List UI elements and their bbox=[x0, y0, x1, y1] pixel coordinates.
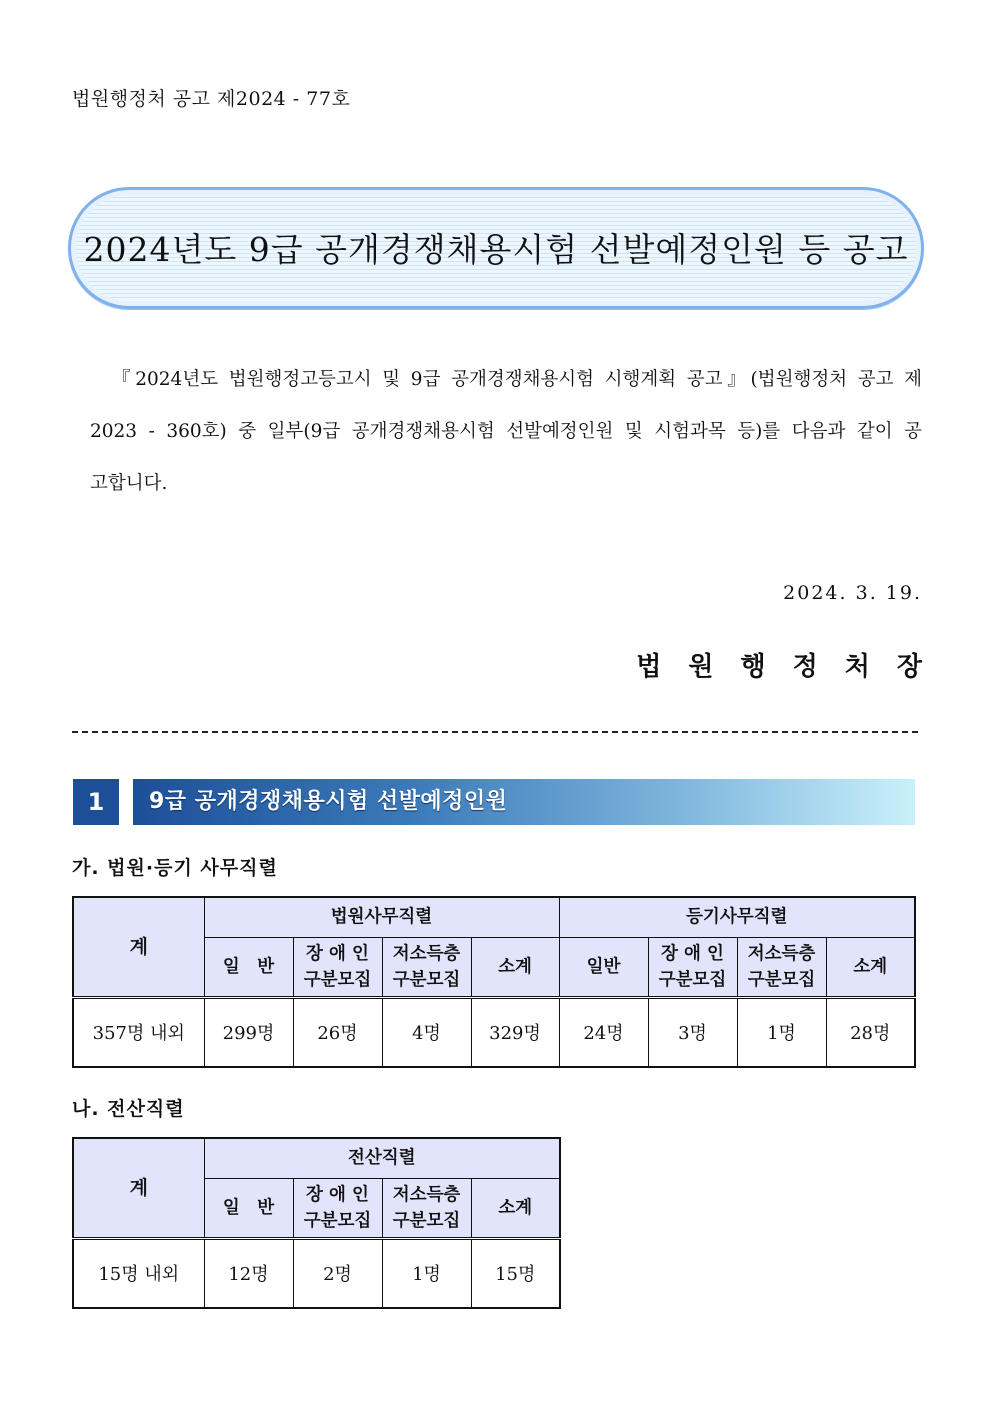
table-row bbox=[73, 997, 915, 1067]
cell-total: 357명 내외 bbox=[73, 997, 204, 1067]
group-header-court: 법원사무직렬 bbox=[204, 897, 559, 937]
col-disabled-b-sub: 구분모집 bbox=[303, 1210, 372, 1231]
col-disabled-b-label: 장 애 인 bbox=[306, 1184, 369, 1205]
col-general-label: 일 반 bbox=[222, 956, 275, 977]
notice-number: 법원행정처 공고 제2024 - 77호 bbox=[72, 88, 351, 110]
col-low-income-b-sub: 구분모집 bbox=[392, 1210, 461, 1231]
col-disabled bbox=[293, 937, 382, 997]
col-disabled-2 bbox=[648, 937, 737, 997]
col-subtotal-b bbox=[471, 1178, 560, 1238]
col-low-income-2-label: 저소득층 bbox=[747, 943, 816, 964]
cell-total-b: 15명 내외 bbox=[73, 1238, 204, 1308]
col-disabled-sub: 구분모집 bbox=[303, 969, 372, 990]
col-subtotal-label: 소계 bbox=[498, 956, 532, 977]
cell-subtotal-b: 15명 bbox=[471, 1238, 560, 1308]
col-general-2-label: 일반 bbox=[586, 956, 621, 977]
section-header-bar bbox=[133, 779, 915, 825]
section-title: 9급 공개경쟁채용시험 선발예정인원 bbox=[149, 789, 508, 814]
title-banner bbox=[68, 187, 924, 309]
col-low-income-2-sub: 구분모집 bbox=[747, 969, 816, 990]
col-low-income-2 bbox=[737, 937, 826, 997]
col-disabled-2-sub: 구분모집 bbox=[658, 969, 727, 990]
col-low-income-label: 저소득층 bbox=[392, 943, 461, 964]
group-header-computer: 전산직렬 bbox=[204, 1138, 560, 1178]
col-general-2 bbox=[559, 937, 648, 997]
cell-general-b: 12명 bbox=[204, 1238, 293, 1308]
col-low-income-sub: 구분모집 bbox=[392, 969, 461, 990]
total-header-b: 계 bbox=[73, 1138, 204, 1238]
cell-court-general: 299명 bbox=[204, 997, 293, 1067]
intro-line-3: 고합니다. bbox=[90, 473, 168, 494]
col-subtotal bbox=[471, 937, 559, 997]
table-row bbox=[73, 1238, 560, 1308]
intro-paragraph bbox=[72, 354, 922, 510]
subheading-computer: 나. 전산직렬 bbox=[72, 1098, 185, 1120]
cell-disabled-b: 2명 bbox=[293, 1238, 382, 1308]
cell-registry-general: 24명 bbox=[559, 997, 648, 1067]
col-subtotal-2 bbox=[826, 937, 915, 997]
cell-low-income-b: 1명 bbox=[382, 1238, 471, 1308]
col-general-b bbox=[204, 1178, 293, 1238]
col-general bbox=[204, 937, 293, 997]
table-court-registry bbox=[72, 896, 916, 1068]
col-subtotal-b-label: 소계 bbox=[498, 1197, 533, 1218]
cell-court-disabled: 26명 bbox=[293, 997, 382, 1067]
intro-line-2: 2023 - 360호) 중 일부(9급 공개경쟁채용시험 선발예정인원 및 시험과목 등)를 다음과 같이 공 bbox=[90, 421, 922, 442]
intro-line-1: 『2024년도 법원행정고등고시 및 9급 공개경쟁채용시험 시행계획 공고』(법원행정처 공고 제 bbox=[112, 369, 922, 390]
table-computer bbox=[72, 1137, 561, 1309]
col-subtotal-2-label: 소계 bbox=[853, 956, 888, 977]
total-header: 계 bbox=[73, 897, 204, 997]
cell-court-subtotal: 329명 bbox=[471, 997, 559, 1067]
col-disabled-2-label: 장 애 인 bbox=[661, 943, 724, 964]
col-general-b-label: 일 반 bbox=[222, 1197, 275, 1218]
issuer-name: 법원행정처장 bbox=[636, 652, 949, 682]
subheading-court-registry: 가. 법원·등기 사무직렬 bbox=[72, 857, 278, 879]
group-header-registry: 등기사무직렬 bbox=[559, 897, 915, 937]
cell-registry-subtotal: 28명 bbox=[826, 997, 915, 1067]
cell-registry-disabled: 3명 bbox=[648, 997, 737, 1067]
page-title: 2024년도 9급 공개경쟁채용시험 선발예정인원 등 공고 bbox=[83, 230, 909, 269]
col-disabled-b bbox=[293, 1178, 382, 1238]
cell-court-low-income: 4명 bbox=[382, 997, 471, 1067]
divider-line bbox=[72, 731, 918, 733]
cell-registry-low-income: 1명 bbox=[737, 997, 826, 1067]
col-low-income-b bbox=[382, 1178, 471, 1238]
col-disabled-label: 장 애 인 bbox=[306, 943, 369, 964]
col-low-income-b-label: 저소득층 bbox=[392, 1184, 461, 1205]
col-low-income bbox=[382, 937, 471, 997]
section-number-badge: 1 bbox=[73, 779, 119, 825]
notice-date: 2024. 3. 19. bbox=[783, 582, 922, 604]
